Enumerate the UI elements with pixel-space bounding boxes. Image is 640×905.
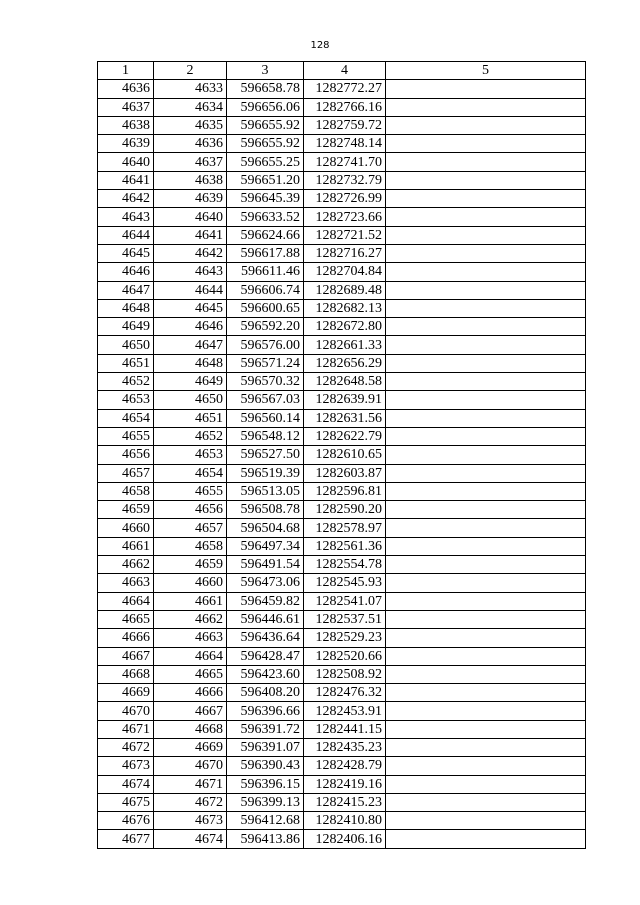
coordinate-x-cell: 596491.54 bbox=[227, 556, 304, 574]
coordinate-x-cell: 596519.39 bbox=[227, 464, 304, 482]
coordinate-y-cell: 1282590.20 bbox=[304, 501, 386, 519]
note-cell bbox=[386, 373, 586, 391]
coordinate-y-cell: 1282476.32 bbox=[304, 684, 386, 702]
coordinate-y-cell: 1282610.65 bbox=[304, 446, 386, 464]
prev-point-number-cell: 4650 bbox=[154, 391, 227, 409]
coordinate-y-cell: 1282435.23 bbox=[304, 738, 386, 756]
table-row bbox=[98, 153, 586, 171]
table-row bbox=[98, 519, 586, 537]
prev-point-number-cell: 4664 bbox=[154, 647, 227, 665]
point-number-cell: 4647 bbox=[98, 281, 154, 299]
note-cell bbox=[386, 354, 586, 372]
note-cell bbox=[386, 464, 586, 482]
prev-point-number-cell: 4644 bbox=[154, 281, 227, 299]
note-cell bbox=[386, 446, 586, 464]
coordinate-y-cell: 1282554.78 bbox=[304, 556, 386, 574]
coordinate-x-cell: 596504.68 bbox=[227, 519, 304, 537]
note-cell bbox=[386, 830, 586, 848]
point-number-cell: 4670 bbox=[98, 702, 154, 720]
table-row bbox=[98, 263, 586, 281]
table-row bbox=[98, 244, 586, 262]
coordinate-y-cell: 1282453.91 bbox=[304, 702, 386, 720]
note-cell bbox=[386, 244, 586, 262]
note-cell bbox=[386, 281, 586, 299]
table-row bbox=[98, 556, 586, 574]
prev-point-number-cell: 4653 bbox=[154, 446, 227, 464]
point-number-cell: 4666 bbox=[98, 629, 154, 647]
coordinate-x-cell: 596396.66 bbox=[227, 702, 304, 720]
coordinate-y-cell: 1282545.93 bbox=[304, 574, 386, 592]
point-number-cell: 4657 bbox=[98, 464, 154, 482]
prev-point-number-cell: 4636 bbox=[154, 135, 227, 153]
prev-point-number-cell: 4669 bbox=[154, 738, 227, 756]
table-row bbox=[98, 226, 586, 244]
table-row bbox=[98, 720, 586, 738]
prev-point-number-cell: 4638 bbox=[154, 171, 227, 189]
prev-point-number-cell: 4654 bbox=[154, 464, 227, 482]
coordinate-x-cell: 596508.78 bbox=[227, 501, 304, 519]
note-cell bbox=[386, 336, 586, 354]
column-header-1: 1 bbox=[98, 62, 154, 80]
table-row bbox=[98, 757, 586, 775]
point-number-cell: 4643 bbox=[98, 208, 154, 226]
table-row bbox=[98, 610, 586, 628]
coordinate-y-cell: 1282682.13 bbox=[304, 299, 386, 317]
prev-point-number-cell: 4666 bbox=[154, 684, 227, 702]
prev-point-number-cell: 4648 bbox=[154, 354, 227, 372]
point-number-cell: 4644 bbox=[98, 226, 154, 244]
table-row bbox=[98, 629, 586, 647]
coordinate-y-cell: 1282716.27 bbox=[304, 244, 386, 262]
prev-point-number-cell: 4670 bbox=[154, 757, 227, 775]
table-row bbox=[98, 208, 586, 226]
coordinate-y-cell: 1282508.92 bbox=[304, 665, 386, 683]
point-number-cell: 4655 bbox=[98, 427, 154, 445]
prev-point-number-cell: 4667 bbox=[154, 702, 227, 720]
point-number-cell: 4672 bbox=[98, 738, 154, 756]
prev-point-number-cell: 4639 bbox=[154, 190, 227, 208]
note-cell bbox=[386, 80, 586, 98]
prev-point-number-cell: 4655 bbox=[154, 482, 227, 500]
coordinate-x-cell: 596436.64 bbox=[227, 629, 304, 647]
coordinate-x-cell: 596396.15 bbox=[227, 775, 304, 793]
point-number-cell: 4661 bbox=[98, 537, 154, 555]
table-row bbox=[98, 427, 586, 445]
note-cell bbox=[386, 482, 586, 500]
table-row bbox=[98, 171, 586, 189]
note-cell bbox=[386, 610, 586, 628]
note-cell bbox=[386, 427, 586, 445]
prev-point-number-cell: 4640 bbox=[154, 208, 227, 226]
prev-point-number-cell: 4633 bbox=[154, 80, 227, 98]
coordinate-x-cell: 596390.43 bbox=[227, 757, 304, 775]
point-number-cell: 4663 bbox=[98, 574, 154, 592]
prev-point-number-cell: 4671 bbox=[154, 775, 227, 793]
coordinates-table bbox=[97, 61, 586, 849]
point-number-cell: 4652 bbox=[98, 373, 154, 391]
note-cell bbox=[386, 190, 586, 208]
prev-point-number-cell: 4659 bbox=[154, 556, 227, 574]
point-number-cell: 4648 bbox=[98, 299, 154, 317]
note-cell bbox=[386, 629, 586, 647]
coordinate-x-cell: 596655.92 bbox=[227, 116, 304, 134]
prev-point-number-cell: 4642 bbox=[154, 244, 227, 262]
coordinate-y-cell: 1282766.16 bbox=[304, 98, 386, 116]
point-number-cell: 4638 bbox=[98, 116, 154, 134]
table-row bbox=[98, 299, 586, 317]
table-row bbox=[98, 446, 586, 464]
coordinate-y-cell: 1282561.36 bbox=[304, 537, 386, 555]
coordinate-y-cell: 1282704.84 bbox=[304, 263, 386, 281]
note-cell bbox=[386, 153, 586, 171]
coordinate-y-cell: 1282772.27 bbox=[304, 80, 386, 98]
point-number-cell: 4641 bbox=[98, 171, 154, 189]
coordinate-x-cell: 596391.07 bbox=[227, 738, 304, 756]
column-header-3: 3 bbox=[227, 62, 304, 80]
point-number-cell: 4656 bbox=[98, 446, 154, 464]
coordinate-y-cell: 1282661.33 bbox=[304, 336, 386, 354]
table-row bbox=[98, 391, 586, 409]
coordinate-y-cell: 1282748.14 bbox=[304, 135, 386, 153]
table-row bbox=[98, 464, 586, 482]
table-header-row bbox=[98, 62, 586, 80]
coordinate-x-cell: 596570.32 bbox=[227, 373, 304, 391]
note-cell bbox=[386, 757, 586, 775]
column-header-2: 2 bbox=[154, 62, 227, 80]
prev-point-number-cell: 4668 bbox=[154, 720, 227, 738]
page-number: 128 bbox=[310, 40, 330, 51]
prev-point-number-cell: 4652 bbox=[154, 427, 227, 445]
coordinate-y-cell: 1282723.66 bbox=[304, 208, 386, 226]
coordinate-x-cell: 596567.03 bbox=[227, 391, 304, 409]
coordinate-x-cell: 596527.50 bbox=[227, 446, 304, 464]
note-cell bbox=[386, 684, 586, 702]
table-row bbox=[98, 812, 586, 830]
point-number-cell: 4669 bbox=[98, 684, 154, 702]
prev-point-number-cell: 4665 bbox=[154, 665, 227, 683]
coordinate-x-cell: 596617.88 bbox=[227, 244, 304, 262]
coordinate-y-cell: 1282672.80 bbox=[304, 318, 386, 336]
note-cell bbox=[386, 647, 586, 665]
table-row bbox=[98, 135, 586, 153]
coordinate-y-cell: 1282520.66 bbox=[304, 647, 386, 665]
table-row bbox=[98, 409, 586, 427]
prev-point-number-cell: 4662 bbox=[154, 610, 227, 628]
note-cell bbox=[386, 171, 586, 189]
coordinate-y-cell: 1282537.51 bbox=[304, 610, 386, 628]
coordinate-x-cell: 596459.82 bbox=[227, 592, 304, 610]
prev-point-number-cell: 4663 bbox=[154, 629, 227, 647]
table-row bbox=[98, 354, 586, 372]
coordinate-y-cell: 1282428.79 bbox=[304, 757, 386, 775]
coordinate-y-cell: 1282741.70 bbox=[304, 153, 386, 171]
coordinate-y-cell: 1282603.87 bbox=[304, 464, 386, 482]
point-number-cell: 4640 bbox=[98, 153, 154, 171]
prev-point-number-cell: 4661 bbox=[154, 592, 227, 610]
note-cell bbox=[386, 812, 586, 830]
coordinate-x-cell: 596592.20 bbox=[227, 318, 304, 336]
note-cell bbox=[386, 519, 586, 537]
prev-point-number-cell: 4647 bbox=[154, 336, 227, 354]
prev-point-number-cell: 4634 bbox=[154, 98, 227, 116]
coordinate-y-cell: 1282639.91 bbox=[304, 391, 386, 409]
point-number-cell: 4642 bbox=[98, 190, 154, 208]
coordinate-y-cell: 1282622.79 bbox=[304, 427, 386, 445]
coordinate-x-cell: 596600.65 bbox=[227, 299, 304, 317]
coordinate-y-cell: 1282541.07 bbox=[304, 592, 386, 610]
point-number-cell: 4649 bbox=[98, 318, 154, 336]
coordinate-x-cell: 596576.00 bbox=[227, 336, 304, 354]
point-number-cell: 4636 bbox=[98, 80, 154, 98]
coordinate-x-cell: 596399.13 bbox=[227, 793, 304, 811]
coordinate-y-cell: 1282419.16 bbox=[304, 775, 386, 793]
note-cell bbox=[386, 135, 586, 153]
point-number-cell: 4674 bbox=[98, 775, 154, 793]
table-row bbox=[98, 98, 586, 116]
note-cell bbox=[386, 738, 586, 756]
note-cell bbox=[386, 98, 586, 116]
point-number-cell: 4650 bbox=[98, 336, 154, 354]
coordinate-y-cell: 1282578.97 bbox=[304, 519, 386, 537]
column-header-4: 4 bbox=[304, 62, 386, 80]
coordinate-y-cell: 1282596.81 bbox=[304, 482, 386, 500]
table-row bbox=[98, 537, 586, 555]
point-number-cell: 4671 bbox=[98, 720, 154, 738]
coordinate-x-cell: 596446.61 bbox=[227, 610, 304, 628]
coordinate-x-cell: 596391.72 bbox=[227, 720, 304, 738]
note-cell bbox=[386, 702, 586, 720]
coordinate-x-cell: 596473.06 bbox=[227, 574, 304, 592]
table-row bbox=[98, 647, 586, 665]
prev-point-number-cell: 4649 bbox=[154, 373, 227, 391]
coordinate-y-cell: 1282406.16 bbox=[304, 830, 386, 848]
coordinate-y-cell: 1282689.48 bbox=[304, 281, 386, 299]
table-row bbox=[98, 318, 586, 336]
point-number-cell: 4662 bbox=[98, 556, 154, 574]
coordinates-table-body bbox=[98, 62, 586, 849]
coordinate-x-cell: 596624.66 bbox=[227, 226, 304, 244]
point-number-cell: 4664 bbox=[98, 592, 154, 610]
note-cell bbox=[386, 793, 586, 811]
note-cell bbox=[386, 116, 586, 134]
coordinate-y-cell: 1282759.72 bbox=[304, 116, 386, 134]
note-cell bbox=[386, 318, 586, 336]
point-number-cell: 4653 bbox=[98, 391, 154, 409]
note-cell bbox=[386, 501, 586, 519]
prev-point-number-cell: 4658 bbox=[154, 537, 227, 555]
prev-point-number-cell: 4637 bbox=[154, 153, 227, 171]
coordinate-x-cell: 596560.14 bbox=[227, 409, 304, 427]
table-row bbox=[98, 116, 586, 134]
table-row bbox=[98, 281, 586, 299]
prev-point-number-cell: 4635 bbox=[154, 116, 227, 134]
coordinate-y-cell: 1282732.79 bbox=[304, 171, 386, 189]
point-number-cell: 4639 bbox=[98, 135, 154, 153]
coordinate-x-cell: 596655.25 bbox=[227, 153, 304, 171]
table-row bbox=[98, 574, 586, 592]
coordinate-x-cell: 596655.92 bbox=[227, 135, 304, 153]
coordinate-y-cell: 1282721.52 bbox=[304, 226, 386, 244]
column-header-5: 5 bbox=[386, 62, 586, 80]
prev-point-number-cell: 4645 bbox=[154, 299, 227, 317]
table-row bbox=[98, 336, 586, 354]
coordinate-y-cell: 1282415.23 bbox=[304, 793, 386, 811]
note-cell bbox=[386, 208, 586, 226]
point-number-cell: 4654 bbox=[98, 409, 154, 427]
coordinate-y-cell: 1282656.29 bbox=[304, 354, 386, 372]
table-row bbox=[98, 373, 586, 391]
prev-point-number-cell: 4674 bbox=[154, 830, 227, 848]
coordinate-x-cell: 596413.86 bbox=[227, 830, 304, 848]
note-cell bbox=[386, 299, 586, 317]
coordinate-x-cell: 596633.52 bbox=[227, 208, 304, 226]
point-number-cell: 4646 bbox=[98, 263, 154, 281]
point-number-cell: 4667 bbox=[98, 647, 154, 665]
point-number-cell: 4673 bbox=[98, 757, 154, 775]
prev-point-number-cell: 4641 bbox=[154, 226, 227, 244]
point-number-cell: 4658 bbox=[98, 482, 154, 500]
coordinate-x-cell: 596412.68 bbox=[227, 812, 304, 830]
coordinate-y-cell: 1282726.99 bbox=[304, 190, 386, 208]
prev-point-number-cell: 4672 bbox=[154, 793, 227, 811]
point-number-cell: 4637 bbox=[98, 98, 154, 116]
table-row bbox=[98, 830, 586, 848]
note-cell bbox=[386, 665, 586, 683]
point-number-cell: 4659 bbox=[98, 501, 154, 519]
note-cell bbox=[386, 226, 586, 244]
note-cell bbox=[386, 537, 586, 555]
prev-point-number-cell: 4643 bbox=[154, 263, 227, 281]
coordinate-x-cell: 596606.74 bbox=[227, 281, 304, 299]
coordinate-x-cell: 596611.46 bbox=[227, 263, 304, 281]
point-number-cell: 4645 bbox=[98, 244, 154, 262]
point-number-cell: 4660 bbox=[98, 519, 154, 537]
note-cell bbox=[386, 409, 586, 427]
prev-point-number-cell: 4646 bbox=[154, 318, 227, 336]
prev-point-number-cell: 4657 bbox=[154, 519, 227, 537]
coordinate-x-cell: 596513.05 bbox=[227, 482, 304, 500]
coordinate-x-cell: 596408.20 bbox=[227, 684, 304, 702]
note-cell bbox=[386, 592, 586, 610]
coordinate-x-cell: 596656.06 bbox=[227, 98, 304, 116]
note-cell bbox=[386, 775, 586, 793]
coordinate-x-cell: 596571.24 bbox=[227, 354, 304, 372]
note-cell bbox=[386, 263, 586, 281]
coordinate-y-cell: 1282529.23 bbox=[304, 629, 386, 647]
note-cell bbox=[386, 556, 586, 574]
coordinate-y-cell: 1282631.56 bbox=[304, 409, 386, 427]
point-number-cell: 4651 bbox=[98, 354, 154, 372]
coordinate-x-cell: 596428.47 bbox=[227, 647, 304, 665]
prev-point-number-cell: 4660 bbox=[154, 574, 227, 592]
prev-point-number-cell: 4656 bbox=[154, 501, 227, 519]
coordinate-x-cell: 596645.39 bbox=[227, 190, 304, 208]
coordinate-y-cell: 1282441.15 bbox=[304, 720, 386, 738]
table-row bbox=[98, 684, 586, 702]
table-row bbox=[98, 501, 586, 519]
note-cell bbox=[386, 720, 586, 738]
point-number-cell: 4668 bbox=[98, 665, 154, 683]
table-row bbox=[98, 80, 586, 98]
coordinate-x-cell: 596651.20 bbox=[227, 171, 304, 189]
table-row bbox=[98, 702, 586, 720]
table-row bbox=[98, 775, 586, 793]
table-row bbox=[98, 190, 586, 208]
coordinate-y-cell: 1282648.58 bbox=[304, 373, 386, 391]
table-row bbox=[98, 738, 586, 756]
point-number-cell: 4676 bbox=[98, 812, 154, 830]
table-row bbox=[98, 592, 586, 610]
note-cell bbox=[386, 574, 586, 592]
prev-point-number-cell: 4673 bbox=[154, 812, 227, 830]
coordinate-x-cell: 596497.34 bbox=[227, 537, 304, 555]
table-row bbox=[98, 482, 586, 500]
coordinate-x-cell: 596548.12 bbox=[227, 427, 304, 445]
point-number-cell: 4677 bbox=[98, 830, 154, 848]
coordinate-y-cell: 1282410.80 bbox=[304, 812, 386, 830]
point-number-cell: 4675 bbox=[98, 793, 154, 811]
note-cell bbox=[386, 391, 586, 409]
prev-point-number-cell: 4651 bbox=[154, 409, 227, 427]
coordinate-x-cell: 596423.60 bbox=[227, 665, 304, 683]
table-row bbox=[98, 793, 586, 811]
coordinate-x-cell: 596658.78 bbox=[227, 80, 304, 98]
point-number-cell: 4665 bbox=[98, 610, 154, 628]
table-row bbox=[98, 665, 586, 683]
